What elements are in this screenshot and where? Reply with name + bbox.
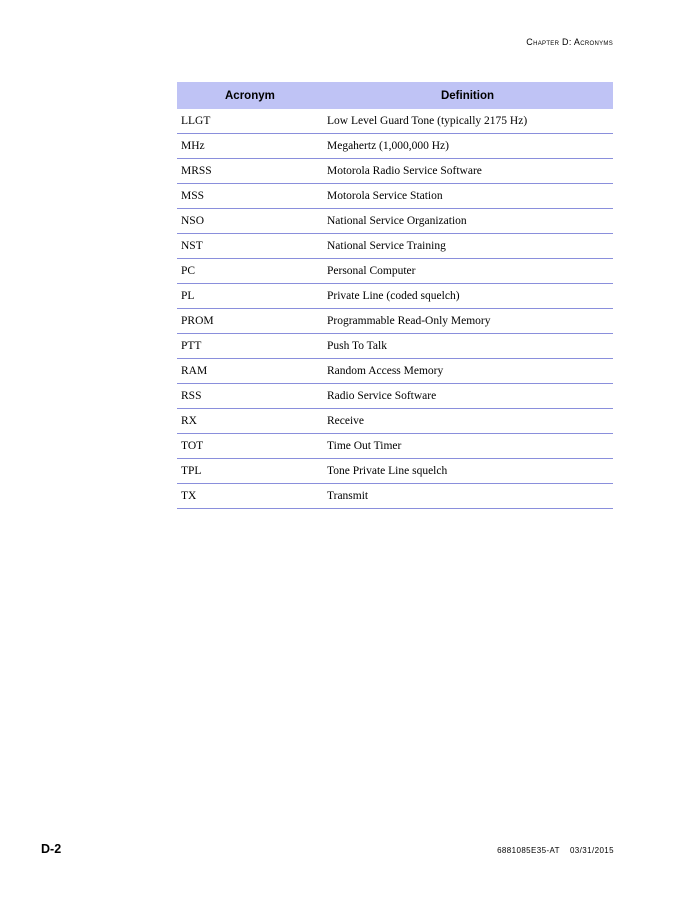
definition-cell: Programmable Read-Only Memory (322, 309, 613, 334)
table-row (177, 184, 613, 209)
definition-cell: Time Out Timer (322, 434, 613, 459)
acronym-cell: MSS (177, 184, 322, 209)
definition-cell: Low Level Guard Tone (typically 2175 Hz) (322, 109, 613, 134)
table-header-row (177, 82, 613, 109)
acronym-cell: NST (177, 234, 322, 259)
table-row (177, 409, 613, 434)
definition-cell: Receive (322, 409, 613, 434)
page-number: D-2 (41, 842, 62, 856)
acronym-cell: MHz (177, 134, 322, 159)
table-row (177, 259, 613, 284)
table-row (177, 434, 613, 459)
column-header-acronym: Acronym (177, 82, 322, 109)
definition-cell: Personal Computer (322, 259, 613, 284)
definition-cell: Transmit (322, 484, 613, 509)
table-row (177, 484, 613, 509)
acronym-cell: TX (177, 484, 322, 509)
doc-number: 6881085E35-AT (497, 846, 560, 855)
acronym-cell: MRSS (177, 159, 322, 184)
table-row (177, 359, 613, 384)
chapter-header: Chapter D: Acronyms (526, 37, 613, 47)
acronym-cell: RAM (177, 359, 322, 384)
acronym-cell: RSS (177, 384, 322, 409)
definition-cell: Motorola Service Station (322, 184, 613, 209)
column-header-definition: Definition (322, 82, 613, 109)
acronym-cell: TPL (177, 459, 322, 484)
table-row (177, 234, 613, 259)
definition-cell: Tone Private Line squelch (322, 459, 613, 484)
table-row (177, 109, 613, 134)
acronym-cell: TOT (177, 434, 322, 459)
acronym-table (177, 82, 613, 509)
doc-date: 03/31/2015 (569, 846, 614, 855)
acronym-cell: RX (177, 409, 322, 434)
definition-cell: Private Line (coded squelch) (322, 284, 613, 309)
acronym-cell: PTT (177, 334, 322, 359)
acronym-cell: PL (177, 284, 322, 309)
definition-cell: Push To Talk (322, 334, 613, 359)
definition-cell: Radio Service Software (322, 384, 613, 409)
acronym-cell: NSO (177, 209, 322, 234)
definition-cell: Motorola Radio Service Software (322, 159, 613, 184)
table-row (177, 209, 613, 234)
definition-cell: National Service Organization (322, 209, 613, 234)
table-row (177, 384, 613, 409)
acronym-cell: PROM (177, 309, 322, 334)
acronym-cell: LLGT (177, 109, 322, 134)
definition-cell: Random Access Memory (322, 359, 613, 384)
definition-cell: National Service Training (322, 234, 613, 259)
table-row (177, 334, 613, 359)
table-row (177, 159, 613, 184)
doc-footer (497, 846, 614, 855)
table-row (177, 459, 613, 484)
acronym-cell: PC (177, 259, 322, 284)
definition-cell: Megahertz (1,000,000 Hz) (322, 134, 613, 159)
table-row (177, 134, 613, 159)
table-row (177, 284, 613, 309)
table-row (177, 309, 613, 334)
